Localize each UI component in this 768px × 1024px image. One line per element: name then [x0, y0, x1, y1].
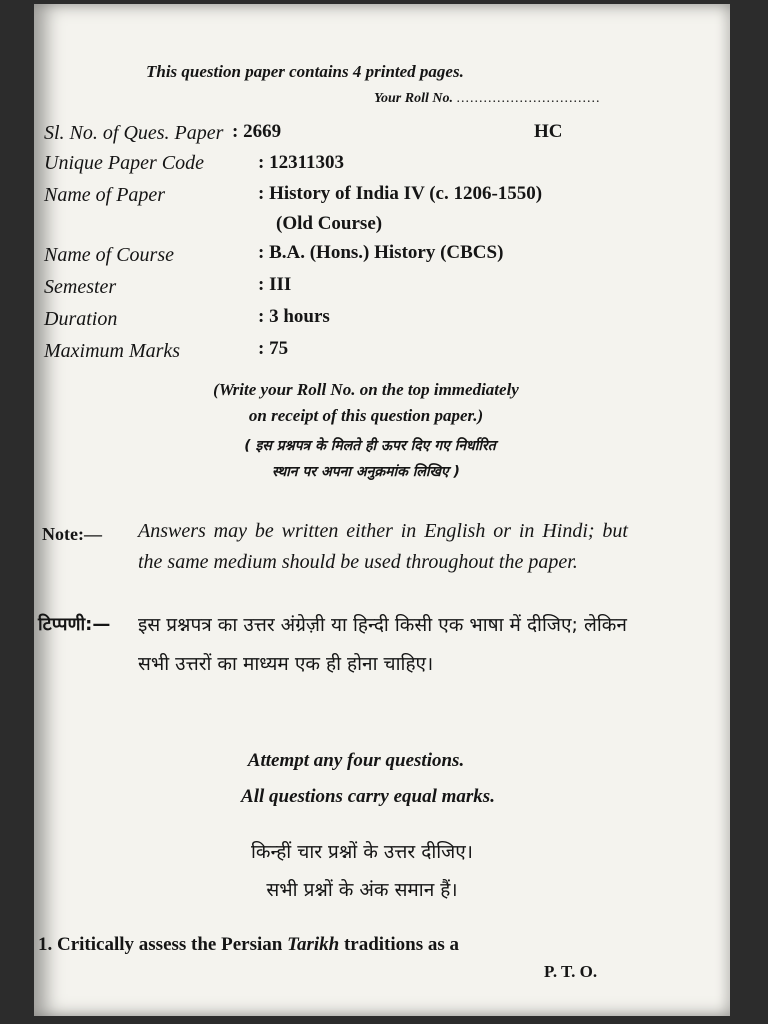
max-marks-label: Maximum Marks: [44, 340, 181, 362]
duration-label: Duration: [44, 308, 118, 330]
max-marks-value: : 75: [258, 338, 289, 359]
roll-number-label: Your Roll No.: [374, 91, 453, 106]
roll-instruction-hi-line2: स्थान पर अपना अनुक्रमांक लिखिए ): [272, 464, 460, 480]
course-name-label: Name of Course: [44, 244, 174, 266]
roll-instruction-en-line2: on receipt of this question paper.): [248, 406, 484, 425]
question-1-italic-term: Tarikh: [287, 934, 340, 955]
paper-name-value-line2: (Old Course): [276, 213, 383, 234]
course-name-value: : B.A. (Hons.) History (CBCS): [258, 242, 504, 263]
attempt-instruction-hi-line2: सभी प्रश्नों के अंक समान हैं।: [266, 879, 458, 901]
code-tag: HC: [534, 121, 563, 142]
sl-no-label: Sl. No. of Ques. Paper: [44, 122, 224, 144]
paper-name-value: : History of India IV (c. 1206-1550): [258, 183, 543, 204]
roll-instruction-en-line1: (Write your Roll No. on the top immediately: [213, 380, 519, 399]
page-count-heading: This question paper contains 4 printed pages.: [146, 62, 464, 81]
hindi-note-text: इस प्रश्नपत्र का उत्तर अंग्रेज़ी या हिन्दी किसी एक भाषा में दीजिए; लेकिन सभी उत्तरों का माध्यम एक ही होना चाहिए।: [138, 614, 627, 675]
question-1-suffix: traditions as a: [339, 934, 460, 955]
note-text: Answers may be written either in English or in Hindi; but the same medium should be used throughout the paper.: [138, 520, 628, 573]
question-1: [38, 934, 618, 956]
pto-marker: P. T. O.: [544, 962, 598, 981]
note-label: Note:—: [42, 524, 102, 544]
hindi-note-label: टिप्पणी:—: [38, 614, 111, 635]
paper-name-label: Name of Paper: [44, 184, 166, 206]
sl-no-value: : 2669: [232, 121, 282, 142]
roll-number-field: [374, 91, 600, 107]
duration-value: : 3 hours: [258, 306, 330, 327]
question-1-prefix: 1. Critically assess the Persian: [38, 934, 288, 955]
roll-instruction-hi-line1: ( इस प्रश्नपत्र के मिलते ही ऊपर दिए गए निर्धारित: [244, 438, 496, 454]
attempt-instruction-hi-line1: किन्हीं चार प्रश्नों के उत्तर दीजिए।: [251, 841, 473, 863]
attempt-instruction-line1: Attempt any four questions.: [247, 750, 465, 771]
semester-value: : III: [258, 274, 292, 295]
semester-label: Semester: [44, 276, 117, 298]
roll-number-blank: ................................: [456, 91, 601, 106]
upc-value: : 12311303: [258, 152, 345, 173]
upc-label: Unique Paper Code: [44, 152, 204, 174]
question-paper-page: [34, 4, 730, 1016]
attempt-instruction-line2: All questions carry equal marks.: [241, 786, 495, 807]
